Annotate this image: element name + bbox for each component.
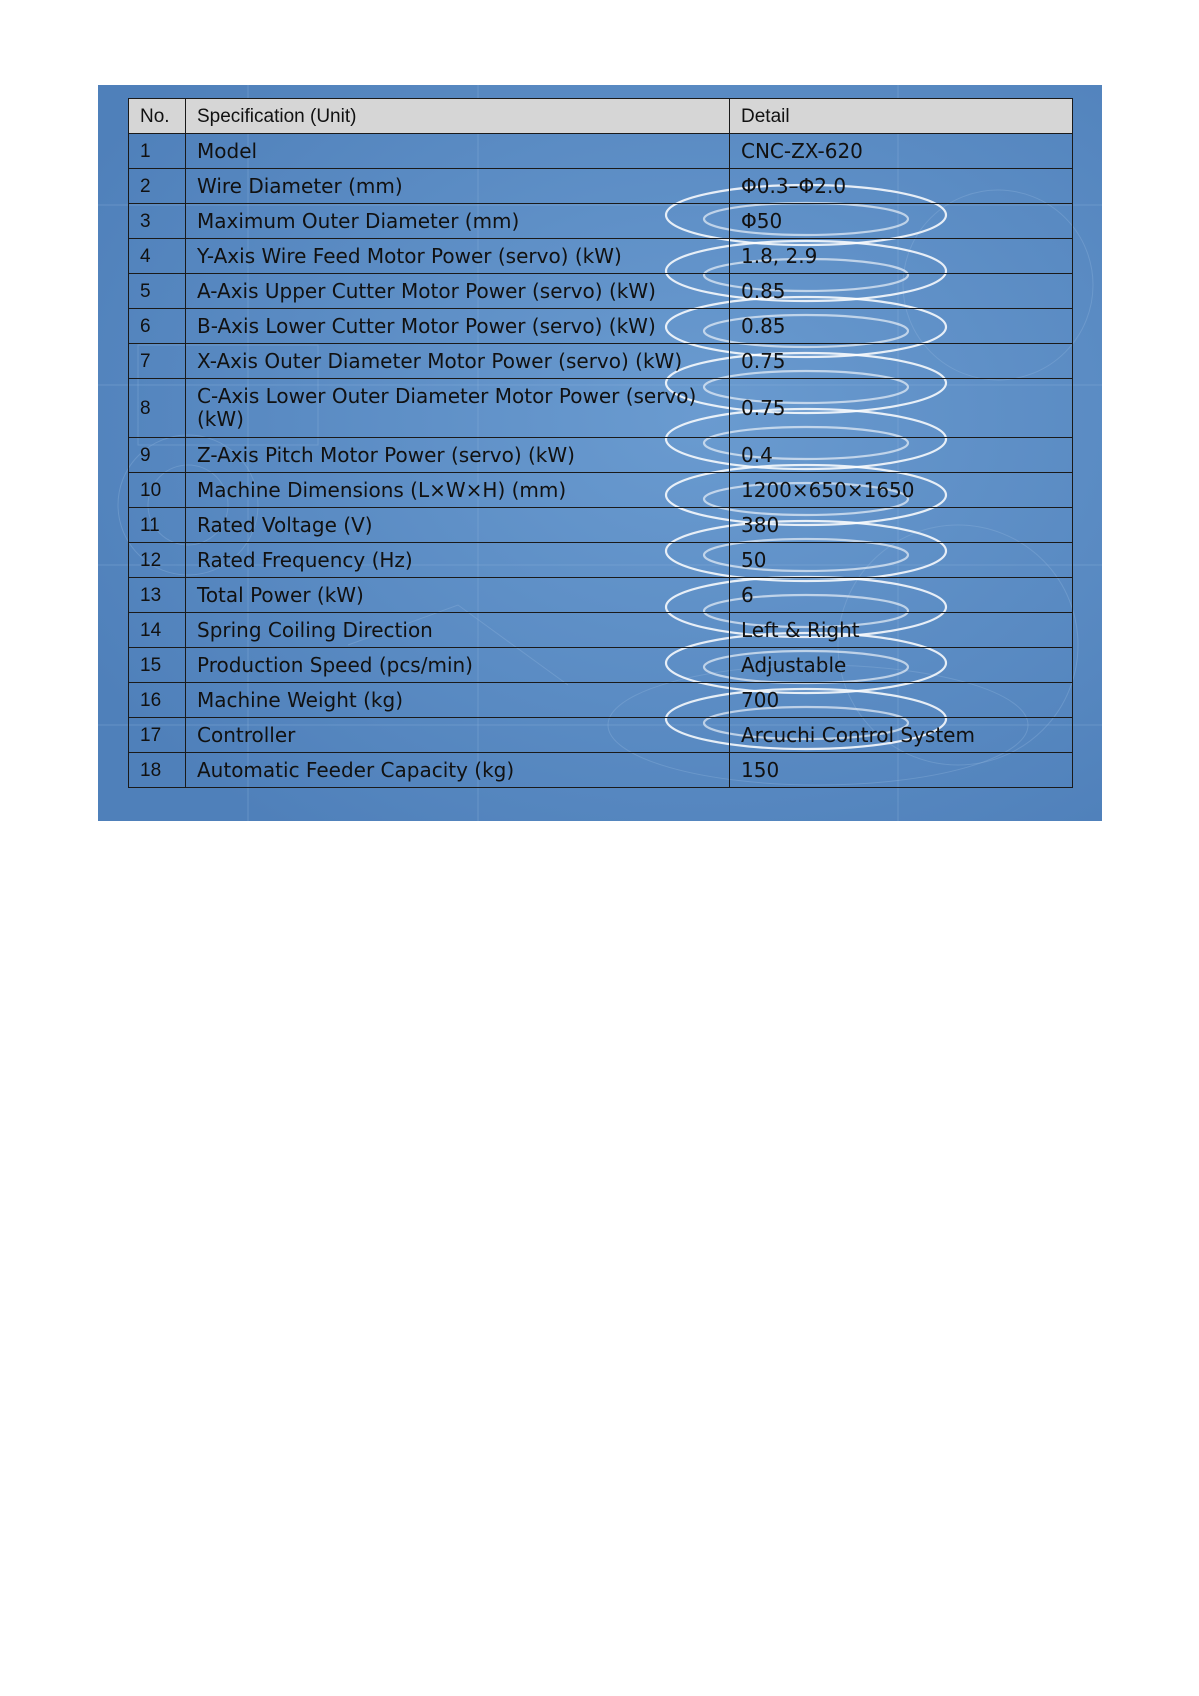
- row-specification: A-Axis Upper Cutter Motor Power (servo) (kW): [186, 274, 730, 309]
- header-specification: Specification (Unit): [186, 99, 730, 134]
- row-number: 6: [129, 309, 186, 344]
- row-detail: CNC-ZX-620: [730, 134, 1073, 169]
- table-header-row: [129, 99, 1073, 134]
- row-detail: Φ0.3–Φ2.0: [730, 169, 1073, 204]
- row-detail: 0.75: [730, 379, 1073, 438]
- table-row: [129, 239, 1073, 274]
- spec-panel: [98, 85, 1102, 821]
- table-row: [129, 204, 1073, 239]
- row-specification: C-Axis Lower Outer Diameter Motor Power (servo) (kW): [186, 379, 730, 438]
- row-detail: 150: [730, 753, 1073, 788]
- table-row: [129, 508, 1073, 543]
- row-specification: Z-Axis Pitch Motor Power (servo) (kW): [186, 438, 730, 473]
- row-number: 1: [129, 134, 186, 169]
- row-specification: Wire Diameter (mm): [186, 169, 730, 204]
- row-number: 14: [129, 613, 186, 648]
- row-specification: Machine Dimensions (L×W×H) (mm): [186, 473, 730, 508]
- table-row: [129, 543, 1073, 578]
- table-row: [129, 613, 1073, 648]
- row-specification: Automatic Feeder Capacity (kg): [186, 753, 730, 788]
- row-number: 4: [129, 239, 186, 274]
- row-number: 18: [129, 753, 186, 788]
- row-number: 7: [129, 344, 186, 379]
- row-number: 15: [129, 648, 186, 683]
- table-row: [129, 309, 1073, 344]
- row-detail: 0.75: [730, 344, 1073, 379]
- row-number: 16: [129, 683, 186, 718]
- row-detail: Left & Right: [730, 613, 1073, 648]
- row-number: 10: [129, 473, 186, 508]
- row-number: 12: [129, 543, 186, 578]
- table-row: [129, 753, 1073, 788]
- row-detail: Φ50: [730, 204, 1073, 239]
- row-number: 3: [129, 204, 186, 239]
- row-specification: B-Axis Lower Cutter Motor Power (servo) (kW): [186, 309, 730, 344]
- table-row: [129, 169, 1073, 204]
- table-row: [129, 344, 1073, 379]
- table-row: [129, 438, 1073, 473]
- row-detail: Adjustable: [730, 648, 1073, 683]
- row-number: 11: [129, 508, 186, 543]
- row-number: 17: [129, 718, 186, 753]
- specification-table: [128, 98, 1073, 788]
- row-number: 8: [129, 379, 186, 438]
- table-row: [129, 379, 1073, 438]
- row-specification: Spring Coiling Direction: [186, 613, 730, 648]
- row-detail: 0.85: [730, 274, 1073, 309]
- row-specification: Model: [186, 134, 730, 169]
- table-row: [129, 718, 1073, 753]
- row-specification: Total Power (kW): [186, 578, 730, 613]
- header-no: No.: [129, 99, 186, 134]
- row-detail: 0.4: [730, 438, 1073, 473]
- row-number: 13: [129, 578, 186, 613]
- table-row: [129, 683, 1073, 718]
- table-row: [129, 578, 1073, 613]
- row-specification: X-Axis Outer Diameter Motor Power (servo) (kW): [186, 344, 730, 379]
- row-detail: 1200×650×1650: [730, 473, 1073, 508]
- row-number: 2: [129, 169, 186, 204]
- row-detail: 700: [730, 683, 1073, 718]
- row-specification: Controller: [186, 718, 730, 753]
- table-row: [129, 648, 1073, 683]
- row-specification: Maximum Outer Diameter (mm): [186, 204, 730, 239]
- row-number: 9: [129, 438, 186, 473]
- row-specification: Production Speed (pcs/min): [186, 648, 730, 683]
- row-specification: Y-Axis Wire Feed Motor Power (servo) (kW): [186, 239, 730, 274]
- table-row: [129, 473, 1073, 508]
- row-number: 5: [129, 274, 186, 309]
- header-detail: Detail: [730, 99, 1073, 134]
- row-detail: 380: [730, 508, 1073, 543]
- row-detail: 50: [730, 543, 1073, 578]
- row-detail: 1.8, 2.9: [730, 239, 1073, 274]
- row-detail: Arcuchi Control System: [730, 718, 1073, 753]
- row-detail: 0.85: [730, 309, 1073, 344]
- table-row: [129, 274, 1073, 309]
- table-row: [129, 134, 1073, 169]
- row-specification: Machine Weight (kg): [186, 683, 730, 718]
- row-specification: Rated Frequency (Hz): [186, 543, 730, 578]
- row-detail: 6: [730, 578, 1073, 613]
- row-specification: Rated Voltage (V): [186, 508, 730, 543]
